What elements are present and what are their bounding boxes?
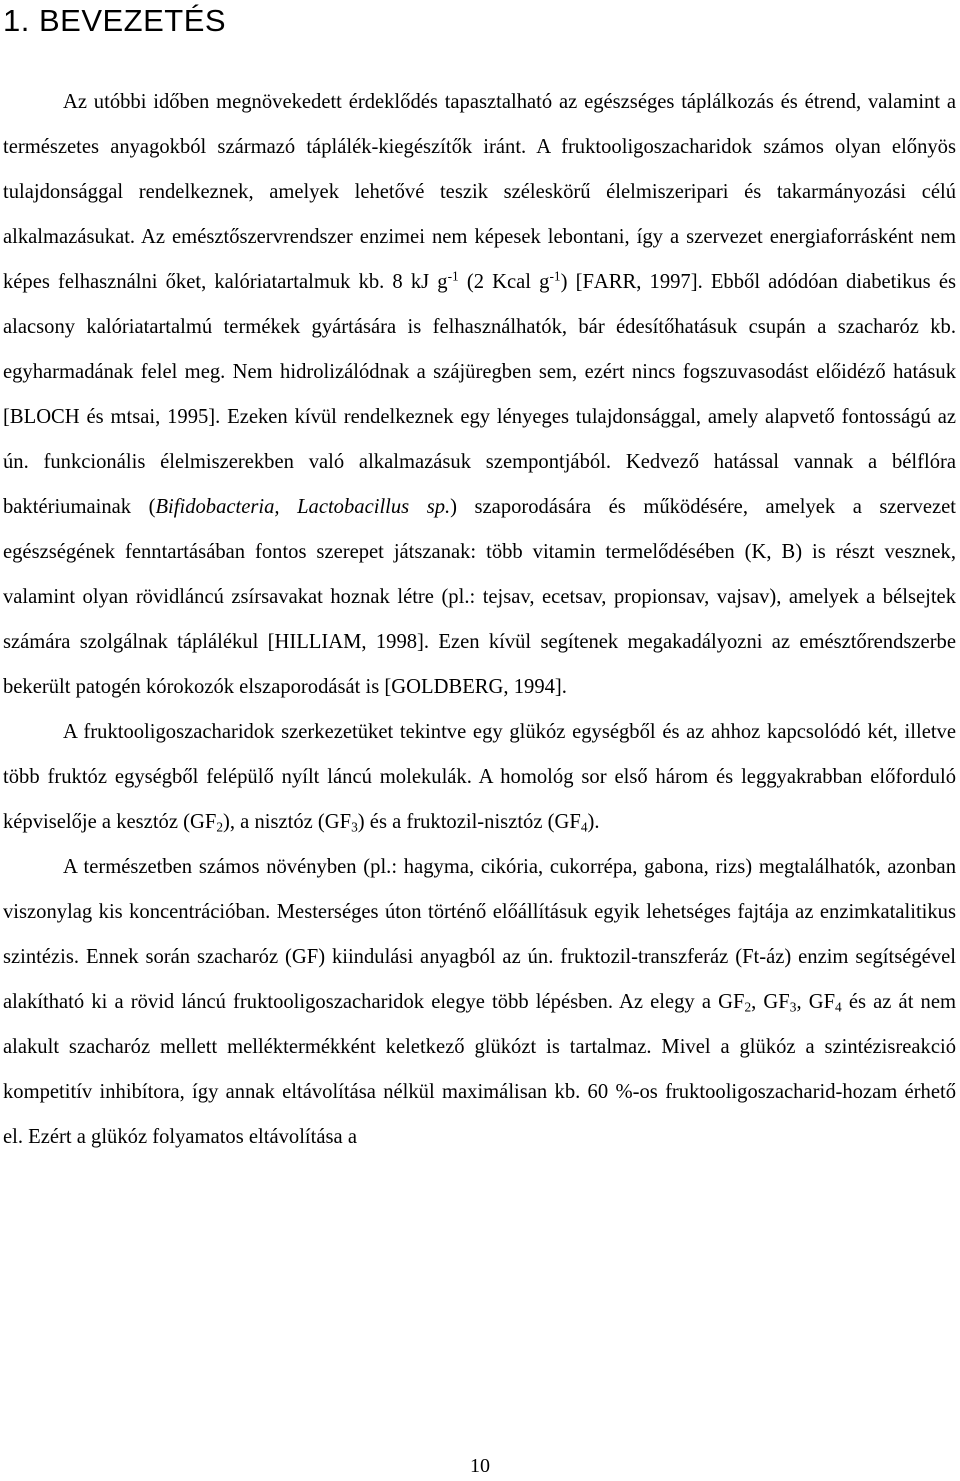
text-run: A természetben számos növényben (pl.: hagyma, cikória, cukorrépa, gabona, rizs) megtalálhatók, azonban viszonylag kis koncentrációban. Mesterséges úton történő előállításuk egyik lehetséges fajtája az enzimkatalitikus szintézis. Ennek során szacharóz (GF) kiindulási anyagból az ún. fruktozil-transzferáz (Ft-áz) enzim segítségével alakítható ki a rövid láncú fruktooligoszacharidok elegye több lépésben. Az elegy a GF (3, 856, 956, 1013)
text-run: ), a nisztóz (GF (223, 811, 352, 833)
citation-goldberg: GOLDBERG (391, 676, 504, 698)
text-run: , GF (796, 991, 836, 1013)
superscript: -1 (549, 268, 561, 284)
text-run: ) [ (560, 271, 583, 293)
text-run: , 1994]. (503, 676, 567, 698)
paragraph-intro (3, 80, 956, 710)
subscript: 2 (744, 999, 752, 1015)
text-run: és mtsai, 1995]. Ezeken kívül rendelkeznek egy lényeges tulajdonsággal, amely alapvető fontosságú az ún. funkcionális élelmiszerekben való alkalmazásuk szempontjából. Kedvező hatással vannak a bélflóra baktériumainak ( (3, 406, 956, 518)
citation-farr: FARR (582, 271, 637, 293)
subscript: 4 (580, 819, 588, 835)
italic-species-names: Bifidobacteria, Lactobacillus sp. (155, 496, 451, 518)
text-run: , 1997]. Ebből adódóan diabetikus és alacsony kalóriatartalmú termékek gyártására is felhasználhatók, bár édesítőhatásuk csupán a szacharóz kb. egyharmadának felel meg. Nem hidrolizálódnak a szájüregben sem, ezért nincs fogszuvasodást előidéző hatásuk [ (3, 271, 956, 428)
citation-hilliam: HILLIAM (274, 631, 362, 653)
text-run: ). (587, 811, 600, 833)
citation-bloch: BLOCH (9, 406, 80, 428)
subscript: 3 (351, 819, 358, 835)
section-heading: 1. BEVEZETÉS (3, 3, 227, 38)
subscript: 3 (789, 999, 797, 1015)
text-run: , 1998]. Ezen kívül segítenek megakadályozni az emésztőrendszerbe bekerült patogén kórokozók elszaporodását is [ (3, 631, 956, 698)
subscript: 2 (216, 819, 223, 835)
paragraph-occurrence (3, 845, 956, 1160)
text-run: (2 Kcal g (458, 271, 550, 293)
text-run: A fruktooligoszacharidok szerkezetüket tekintve egy glükóz egységből és az ahhoz kapcsolódó két, illetve több fruktóz egységből felépülő nyílt láncú molekulák. A homológ sor első három és leggyakrabban előforduló képviselője a kesztóz (GF (3, 721, 956, 833)
text-run: , GF (751, 991, 790, 1013)
subscript: 4 (835, 999, 842, 1015)
paragraph-structure (3, 710, 956, 845)
text-run: ) és a fruktozil-nisztóz (GF (357, 811, 581, 833)
text-run: Az utóbbi időben megnövekedett érdeklődés tapasztalható az egészséges táplálkozás és étrend, valamint a természetes anyagokból származó táplálék-kiegészítők iránt. A fruktooligoszacharidok számos olyan előnyös tulajdonsággal rendelkeznek, amelyek lehetővé teszik széleskörű élelmiszeripari és takarmányozási célú alkalmazásukat. Az emésztőszervrendszer enzimei nem képesek lebontani, így a szervezet energiaforrásként nem képes felhasználni őket, kalóriatartalmuk kb. 8 kJ g (3, 91, 956, 293)
text-run: ) szaporodására és működésére, amelyek a szervezet egészségének fenntartásában fontos szerepet játszanak: több vitamin termelődésében (K, B) is részt vesznek, valamint olyan rövidláncú zsírsavakat hoznak létre (pl.: tejsav, ecetsav, propionsav, vajsav), amelyek a bélsejtek számára szolgálnak táplálékul [ (3, 496, 956, 653)
text-run: és az át nem alakult szacharóz mellett melléktermékként keletkező glükózt is tartalmaz. Mivel a glükóz a szintézisreakció kompetitív inhibítora, így annak eltávolítása nélkül maximálisan kb. 60 %-os fruktooligoszacharid-hozam érhető el. Ezért a glükóz folyamatos eltávolítása a (3, 991, 956, 1148)
page-number: 10 (470, 1455, 490, 1477)
document-body (3, 80, 956, 1160)
superscript: -1 (447, 268, 459, 284)
